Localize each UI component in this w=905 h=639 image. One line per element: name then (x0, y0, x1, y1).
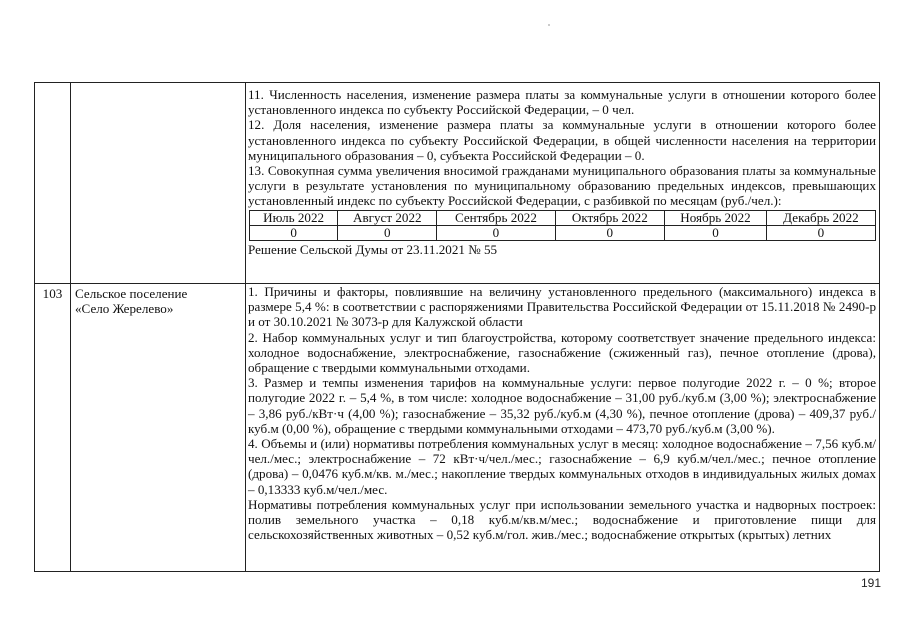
document-table (34, 82, 880, 572)
upper-row-content (245, 83, 878, 257)
paragraph-12: 12. Доля населения, изменение размера платы за коммунальные услуги в отношении которого более установленного индекса по субъекту Российской Федерации, в общей численности населения на территории муниципального образования – 0, субъекта Российской Федерации – 0. (248, 117, 876, 163)
settlement-name-line1: Сельское поселение (75, 286, 188, 301)
month-value: 0 (250, 225, 338, 240)
month-header: Сентябрь 2022 (437, 210, 555, 225)
month-header: Октябрь 2022 (555, 210, 665, 225)
month-value: 0 (437, 225, 555, 240)
paragraph-11: 11. Численность населения, изменение размера платы за коммунальные услуги в отношении которого более установленного индекса по субъекту Российской Федерации, – 0 чел. (248, 87, 876, 118)
settlement-name-line2: «Село Жерелево» (75, 301, 174, 317)
month-value: 0 (555, 225, 665, 240)
scan-speck (548, 24, 550, 26)
paragraph-4: 4. Объемы и (или) нормативы потребления коммунальных услуг в месяц: холодное водоснабжение – 7,56 куб.м/чел./мес.; электроснабжение – 72 кВт·ч/чел./мес.; газоснабжение – 6,9 куб.м/чел./мес.; печное отопление (дрова) – 0,0476 куб.м/кв. м./мес.; накопление твердых коммунальных отходов в индивидуальных жилых домах – 0,13333 куб.м/чел./мес. (248, 436, 876, 497)
month-value: 0 (766, 225, 875, 240)
row-103-content (245, 284, 878, 542)
decision-reference: Решение Сельской Думы от 23.11.2021 № 55 (248, 241, 498, 257)
month-header: Август 2022 (338, 210, 437, 225)
month-header: Декабрь 2022 (766, 210, 875, 225)
month-header-row (250, 210, 876, 225)
paragraph-1: 1. Причины и факторы, повлиявшие на величину установленного предельного (максимального) индекса в размере 5,4 %: в соответствии с распоряжениями Правительства Российской Федерации от 15.11.2018 № 2490-р и от 30.10.2021 № 3073-р для Калужской области (248, 284, 876, 330)
month-value: 0 (338, 225, 437, 240)
month-value: 0 (665, 225, 767, 240)
month-header: Июль 2022 (250, 210, 338, 225)
column-divider-1 (70, 83, 71, 571)
paragraph-13: 13. Совокупная сумма увеличения вносимой гражданами муниципального образования платы за коммунальные услуги в результате установления по муниципальному образованию предельных индексов, превышающих установленный индекс по субъекту Российской Федерации, с разбивкой по месяцам (руб./чел.): (248, 163, 876, 209)
month-value-row (250, 225, 876, 240)
month-header: Ноябрь 2022 (665, 210, 767, 225)
row-number: 103 (42, 286, 63, 301)
paragraph-norms: Нормативы потребления коммунальных услуг при использовании земельного участка и надворных построек: полив земельного участка – 0,18 куб.м/кв.м/мес.; водоснабжение и приготовление пищи для сельскохозяйственных животных – 0,52 куб.м/гол. жив./мес.; водоснабжение открытых (крытых) летних (248, 496, 876, 543)
page-number: 191 (860, 576, 881, 590)
monthly-increase-table (249, 210, 876, 241)
settlement-name (75, 286, 243, 316)
paragraph-2: 2. Набор коммунальных услуг и тип благоустройства, которому соответствует значение предельного индекса: холодное водоснабжение, электроснабжение, газоснабжение (сжиженный газ), печное отопление (дрова), обращение с твердыми коммунальными отходами. (248, 329, 876, 376)
paragraph-3: 3. Размер и темпы изменения тарифов на коммунальные услуги: первое полугодие 2022 г. – 0 %; второе полугодие 2022 г. – 5,4 %, в том числе: холодное водоснабжение – 31,00 руб./куб.м (3,00 %); электроснабжение – 3,86 руб./кВт·ч (4,00 %); газоснабжение – 35,32 руб./куб.м (4,30 %), печное отопление (дрова) – 409,37 руб./куб.м (0,00 %), обращение с твердыми коммунальными отходами – 473,70 руб./куб.м (3,00 %). (248, 375, 876, 436)
